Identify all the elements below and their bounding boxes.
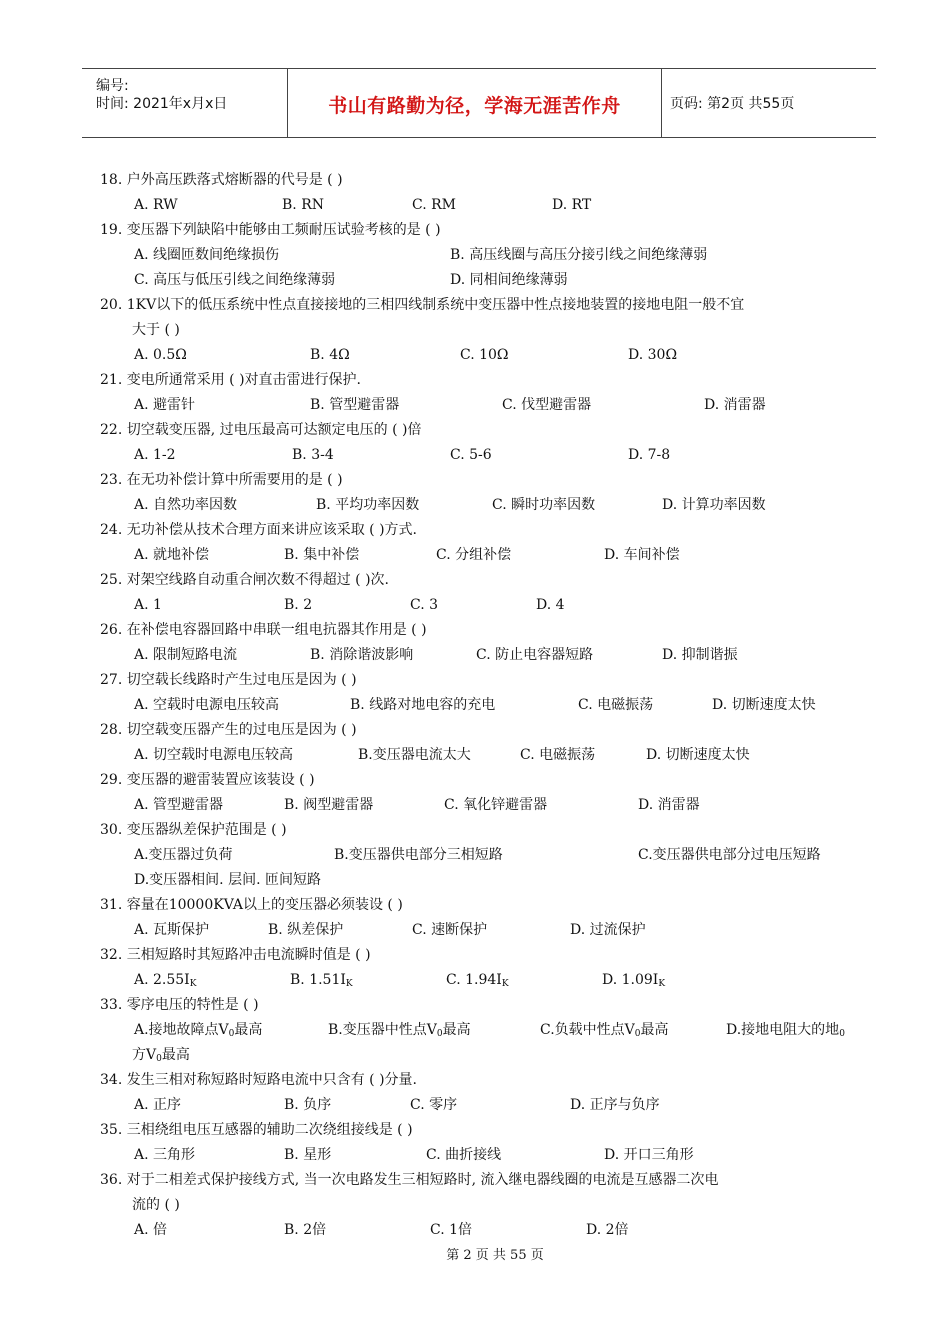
option-b: B. RN: [282, 197, 324, 213]
question-item: [100, 468, 870, 518]
option-c: C. 分组补偿: [436, 547, 512, 563]
question-text: 36. 对于二相差式保护接线方式, 当一次电路发生三相短路时, 流入继电器线圈的电流是互感器二次电: [100, 1172, 719, 1188]
question-text: 34. 发生三相对称短路时短路电流中只含有 ( )分量.: [100, 1072, 417, 1088]
option-b: B. 阀型避雷器: [284, 797, 374, 813]
option-c: C. 3: [410, 597, 439, 613]
option-b: D. 同相间绝缘薄弱: [450, 272, 568, 288]
option-d: D. 计算功率因数: [662, 497, 766, 513]
option-c: C. 5-6: [450, 447, 492, 463]
question-text: 21. 变电所通常采用 ( )对直击雷进行保护.: [100, 372, 361, 388]
option-b: B. 集中补偿: [284, 547, 360, 563]
option-a: A. RW: [134, 197, 178, 213]
question-text: 26. 在补偿电容器回路中串联一组电抗器其作用是 ( ): [100, 622, 427, 638]
question-text: 31. 容量在10000KVA以上的变压器必须装设 ( ): [100, 897, 403, 913]
option-d: D. 30Ω: [628, 347, 678, 363]
question-item: [100, 668, 870, 718]
header-motto: 书山有路勤为径，学海无涯苦作舟: [328, 95, 621, 117]
question-text: 27. 切空载长线路时产生过电压是因为 ( ): [100, 672, 357, 688]
option-c: C. 1倍: [430, 1222, 473, 1238]
option-b: B. 纵差保护: [268, 922, 344, 938]
option-d: D. 车间补偿: [604, 547, 680, 563]
option-d-continued: 方$V_0$最高: [132, 1047, 190, 1064]
option-a: A. 就地补偿: [134, 547, 210, 563]
header-page-label: 页码: 第2页 共55页: [670, 96, 795, 112]
option-c: C. 速断保护: [412, 922, 488, 938]
option-c: C. 氧化锌避雷器: [444, 797, 548, 813]
option-d: D. 切断速度太快: [712, 697, 816, 713]
options-row: [100, 393, 870, 418]
question-item: [100, 993, 870, 1068]
option-d: D. 2倍: [586, 1222, 629, 1238]
option-b: B. 平均功率因数: [316, 497, 420, 513]
option-b: B.变压器电流太大: [358, 747, 471, 763]
options-row: [100, 793, 870, 818]
question-text: 24. 无功补偿从技术合理方面来讲应该采取 ( )方式.: [100, 522, 417, 538]
option-b: B. 2倍: [284, 1222, 327, 1238]
option-c: C. 瞬时功率因数: [492, 497, 596, 513]
question-text: 23. 在无功补偿计算中所需要用的是 ( ): [100, 472, 343, 488]
option-a: A. 空载时电源电压较高: [134, 697, 280, 713]
option-b: B. 高压线圈与高压分接引线之间绝缘薄弱: [450, 247, 708, 263]
options-row: [100, 918, 870, 943]
option-a: A. 线圈匝数间绝缘损伤: [134, 247, 280, 263]
options-row: [100, 743, 870, 768]
question-item: [100, 218, 870, 293]
options-row: [100, 693, 870, 718]
option-b: B. 星形: [284, 1147, 332, 1163]
options-row: [100, 268, 870, 293]
option-b: B. $1.51I_K$: [290, 972, 353, 989]
option-d: D. 抑制谐振: [662, 647, 738, 663]
option-a: A. 1: [134, 597, 162, 613]
option-a: A. 自然功率因数: [134, 497, 238, 513]
page-footer: 第 2 页 共 55 页: [446, 1248, 544, 1263]
option-a: C. 高压与低压引线之间绝缘薄弱: [134, 272, 336, 288]
doc-number-label: 编号:: [96, 78, 129, 94]
option-a: A. 避雷针: [134, 397, 196, 413]
question-item: [100, 943, 870, 993]
question-text-continued: 流的 ( ): [132, 1197, 180, 1213]
question-text: 18. 户外高压跌落式熔断器的代号是 ( ): [100, 172, 343, 188]
options-row: [100, 1018, 870, 1043]
option-a: A. 切空载时电源电压较高: [134, 747, 294, 763]
options-row: [100, 443, 870, 468]
option-b: B. 消除谐波影响: [310, 647, 414, 663]
options-row: [100, 968, 870, 993]
question-item: [100, 418, 870, 468]
options-row: [100, 543, 870, 568]
option-b: B. 2: [284, 597, 313, 613]
question-text: 35. 三相绕组电压互感器的辅助二次绕组接线是 ( ): [100, 1122, 413, 1138]
option-a: A. 限制短路电流: [134, 647, 238, 663]
question-text: 20. 1KV以下的低压系统中性点直接接地的三相四线制系统中变压器中性点接地装置的接地电阻一般不宜: [100, 297, 745, 313]
doc-time-label: 时间: 2021年x月x日: [96, 96, 228, 112]
options-row: [100, 643, 870, 668]
option-b: B.变压器供电部分三相短路: [334, 847, 503, 863]
option-d: D. 开口三角形: [604, 1147, 694, 1163]
question-text: 19. 变压器下列缺陷中能够由工频耐压试验考核的是 ( ): [100, 222, 441, 238]
option-c: C. 电磁振荡: [578, 697, 654, 713]
option-d: D. 正序与负序: [570, 1097, 660, 1113]
question-item: [100, 1118, 870, 1168]
option-a: A.接地故障点$V_0$最高: [134, 1022, 263, 1039]
option-d: D. $1.09I_K$: [602, 972, 666, 989]
options-row: [100, 593, 870, 618]
option-a: A. 1-2: [134, 447, 176, 463]
question-text: 30. 变压器纵差保护范围是 ( ): [100, 822, 287, 838]
question-item: [100, 293, 870, 368]
option-d: D. 切断速度太快: [646, 747, 750, 763]
option-b: B. 线路对地电容的充电: [350, 697, 496, 713]
question-item: [100, 1068, 870, 1118]
question-item: [100, 568, 870, 618]
option-c: C. 曲折接线: [426, 1147, 502, 1163]
option-a: A.变压器过负荷: [134, 847, 233, 863]
options-row: [100, 1218, 870, 1243]
option-a: D.变压器相间. 层间. 匝间短路: [134, 872, 321, 888]
option-a: A. 0.5Ω: [134, 347, 187, 363]
question-text: 28. 切空载变压器产生的过电压是因为 ( ): [100, 722, 357, 738]
option-d: D.接地电阻大的地$_0$: [726, 1022, 845, 1039]
question-text: 33. 零序电压的特性是 ( ): [100, 997, 259, 1013]
question-text: 29. 变压器的避雷装置应该装设 ( ): [100, 772, 315, 788]
option-d: D. 消雷器: [704, 397, 766, 413]
question-text: 32. 三相短路时其短路冲击电流瞬时值是 ( ): [100, 947, 371, 963]
question-item: [100, 168, 870, 218]
option-c: C. 伐型避雷器: [502, 397, 592, 413]
question-item: [100, 1168, 870, 1243]
question-text: 25. 对架空线路自动重合闸次数不得超过 ( )次.: [100, 572, 389, 588]
page-header: [82, 68, 876, 138]
option-c: C. $1.94I_K$: [446, 972, 509, 989]
option-b: B.变压器中性点$V_0$最高: [328, 1022, 471, 1039]
options-row: [100, 493, 870, 518]
question-item: [100, 618, 870, 668]
question-text-continued: 大于 ( ): [132, 322, 180, 338]
option-b: B. 负序: [284, 1097, 332, 1113]
option-d: D. 7-8: [628, 447, 671, 463]
header-page-cell: [662, 69, 876, 137]
option-a: A. 三角形: [134, 1147, 196, 1163]
option-d: D. RT: [552, 197, 592, 213]
option-b: B. 3-4: [292, 447, 334, 463]
option-c: C. 电磁振荡: [520, 747, 596, 763]
header-motto-cell: [287, 69, 662, 137]
option-c: C.变压器供电部分过电压短路: [638, 847, 821, 863]
header-meta: [82, 69, 287, 137]
option-c: C. 防止电容器短路: [476, 647, 594, 663]
option-b: B. 管型避雷器: [310, 397, 400, 413]
question-text: 22. 切空载变压器, 过电压最高可达额定电压的 ( )倍: [100, 422, 422, 438]
option-b: B. 4Ω: [310, 347, 350, 363]
question-item: [100, 893, 870, 943]
options-row: [100, 868, 870, 893]
option-c: C. RM: [412, 197, 456, 213]
question-item: [100, 818, 870, 893]
option-d: D. 消雷器: [638, 797, 700, 813]
question-list: [100, 168, 870, 1243]
options-row: [100, 343, 870, 368]
question-item: [100, 768, 870, 818]
options-row: [100, 843, 870, 868]
option-a: A. 瓦斯保护: [134, 922, 210, 938]
options-row: [100, 1143, 870, 1168]
question-item: [100, 368, 870, 418]
option-d: D. 4: [536, 597, 565, 613]
options-row: [100, 193, 870, 218]
option-a: A. 倍: [134, 1222, 168, 1238]
options-row: [100, 1093, 870, 1118]
option-a: A. 正序: [134, 1097, 182, 1113]
option-c: C. 10Ω: [460, 347, 509, 363]
option-a: A. 管型避雷器: [134, 797, 224, 813]
option-d: D. 过流保护: [570, 922, 646, 938]
option-c: C. 零序: [410, 1097, 458, 1113]
option-a: A. $2.55I_K$: [134, 972, 197, 989]
options-row: [100, 243, 870, 268]
question-item: [100, 518, 870, 568]
option-c: C.负载中性点$V_0$最高: [540, 1022, 669, 1039]
question-item: [100, 718, 870, 768]
